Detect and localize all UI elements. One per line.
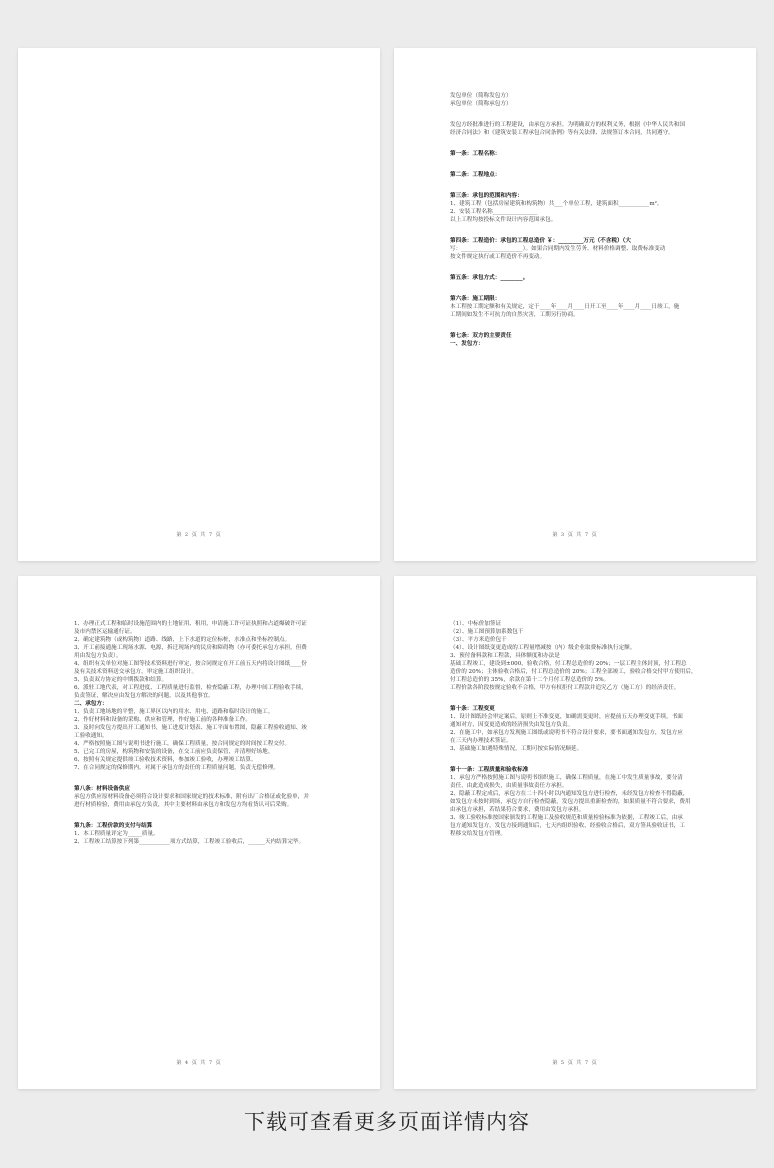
page-footer: 第 3 页 共 7 页 bbox=[552, 532, 598, 538]
text-line: 2、作好材料和设备的采购、供应和管理，作好施工前的各种准备工作。 bbox=[74, 717, 251, 723]
text-line: 以上工程均按投标文件设计内容范围承包。 bbox=[450, 217, 557, 223]
text-line: 3、竣工验收标准按国家颁发的工程施工及验收规范和质量检验标准为依据，工程竣工后，由承 bbox=[450, 815, 683, 821]
text-line: 本工程按工期定额和有关规定，定于____年____月____日开工至____年____月____日竣工，施 bbox=[450, 304, 680, 310]
text-line: 在三天内办理技术签证。 bbox=[450, 738, 512, 744]
text-line: 付工程总造价的 35%，余款在第十二个月付工程总造价的 5%。 bbox=[450, 677, 610, 683]
document-page-2 bbox=[18, 48, 380, 561]
text-line: 1、办理正式工程和临时设施范围内的土地征用、租用，申请施工许可证执照和占道爆破许可证 bbox=[74, 621, 307, 627]
section-heading: 第十条：工程变更 bbox=[450, 706, 495, 712]
section-heading: 二、承包方： bbox=[74, 701, 108, 707]
paragraph-gap bbox=[450, 692, 720, 705]
paragraph-gap bbox=[450, 319, 720, 332]
document-page-4 bbox=[18, 576, 380, 1089]
text-line: 承包方供应原材料设备必须符合设计要求和国家规定的技术标准，附有出厂合格证或化验单，并 bbox=[74, 794, 309, 800]
section-heading: 第十一条：工程质量和验收标准 bbox=[450, 767, 529, 773]
page-footer: 第 2 页 共 7 页 bbox=[176, 532, 222, 538]
text-line: 5、负责双方协定的中期拨款和结算。 bbox=[74, 677, 168, 683]
paragraph-gap bbox=[74, 809, 344, 822]
text-line: 按文件规定执行或工程造价不再变动。 bbox=[450, 254, 546, 260]
section-heading: 第七条：双方的主要责任 bbox=[450, 333, 512, 339]
section-heading: 第四条：工程造价：承包的工程总造价 ￥：_________万元（不含税）（大 bbox=[450, 238, 631, 244]
text-line: 1、建筑工程（包括房屋建筑和构筑物）共___个单位工程，建筑面积___________m²。 bbox=[450, 201, 663, 207]
text-line: 2、安装工程名称________________ bbox=[450, 209, 538, 215]
paragraph-gap bbox=[450, 224, 720, 237]
section-heading: 第三条：承包的范围和内容： bbox=[450, 193, 523, 199]
section-heading: 第一条：工程名称： bbox=[450, 151, 501, 157]
section-heading: 第八条：材料设备供应 bbox=[74, 786, 130, 792]
text-line: 经济合同法》和《建筑安装工程承包合同条例》等有关法律、法规签订本合同，共同遵守。 bbox=[450, 130, 674, 136]
text-line: 3、基础施工如遇特殊情况，工期可按实际情况顺延。 bbox=[450, 746, 583, 752]
text-line: 包方通知发包方，发包方接到通知后，七天内组织验收，经验收合格后，双方签具验收证书，工 bbox=[450, 823, 685, 829]
text-line: 4、组织有关单位对施工图等技术资料进行审定，按合同规定在开工前五天内将设计图纸____份 bbox=[74, 661, 307, 667]
section-heading: 一、发包方： bbox=[450, 341, 484, 347]
page-footer: 第 5 页 共 7 页 bbox=[552, 1060, 598, 1066]
text-line: 1、承包方严格按照施工图与说明书组织施工，确保工程质量，在施工中发生质量事故，要分清 bbox=[450, 775, 683, 781]
text-line: 6、派驻工地代表，对工程进度、工程质量进行监督，检查隐蔽工程，办理中间工程验收手续， bbox=[74, 685, 307, 691]
text-line: （4）、设计图纸变更造成的工程量增减按（内）级企业取费标准执行定额。 bbox=[450, 645, 636, 651]
text-line: （3）、平方米造价包干 bbox=[450, 637, 507, 643]
text-line: 通知对方，因变更造成的经济损失由发包方负责。 bbox=[450, 722, 574, 728]
text-line: 1、设计图纸经会审定案后，原则上不准变更，如确需变更时，应提前五天办理变更手续，书面 bbox=[450, 714, 683, 720]
text-line: 工程价款各阶段按规定验收不合格，甲方有权拒付工程款并追究乙方（施工方）的经济责任。 bbox=[450, 685, 680, 691]
text-line: 2、隐蔽工程定成后，承包方在二十四小时以内通知发包方进行检查，未经发包方检查不得隐蔽， bbox=[450, 791, 689, 797]
text-line: 发包方经批准进行的工程建设，由承包方承担。为明确双方的权利义务，根据《中华人民共和国 bbox=[450, 122, 685, 128]
text-line: （1）、中标价加签证 bbox=[450, 621, 502, 627]
page-footer: 第 4 页 共 7 页 bbox=[176, 1060, 222, 1066]
text-line: 3、预付备料款和工程款，具体额度和办法是 bbox=[450, 653, 560, 659]
page-content bbox=[74, 620, 344, 846]
text-line: 承包单位（简称承包方） bbox=[450, 101, 512, 107]
text-line: （2）、施工图预算加系数包干 bbox=[450, 629, 524, 635]
text-line: 1、负责工地场地的平整，施工界区以内的用水、用电、道路和临时设计的施工。 bbox=[74, 709, 274, 715]
text-line: 5、已完工的房屋，构筑物和安装的设备，在交工前应负责保管，并清理好场地。 bbox=[74, 749, 274, 755]
text-line: 2、确定建筑物（或构筑物）道路、线路，上下水道的定位标桩，水准点和坐标控制点。 bbox=[74, 637, 291, 643]
text-line: 及市内禁区运输通行证。 bbox=[74, 629, 136, 635]
text-line: 3、及时向发包方提出开工通知书，施工进度计划表、施工平面布置图，隐蔽工程验收通知、竣 bbox=[74, 725, 307, 731]
paragraph-gap bbox=[450, 137, 720, 150]
section-heading: 第二条：工程地点： bbox=[450, 172, 501, 178]
text-line: 及有关技术资料送交承包方，审定施工组织设计。 bbox=[74, 669, 198, 675]
text-line: 程移交给发包方管理。 bbox=[450, 831, 506, 837]
text-line: 工验收通知。 bbox=[74, 733, 108, 739]
page-content bbox=[450, 620, 720, 838]
text-line: 造价的 20%；主体验收合格后，付工程总造价的 20%；工程全部竣工，验收合格交付甲方使用后， bbox=[450, 669, 697, 675]
text-line: 2、在施工中，如承包方发现施工图纸或说明书不符合设计要求，要书面通知发包方，发包方应 bbox=[450, 730, 683, 736]
text-line: 用由发包方负责）。 bbox=[74, 653, 122, 659]
text-line: 1、本工程质量评定为_____质量。 bbox=[74, 831, 159, 837]
section-heading: 第五条：承包方式：________。 bbox=[450, 275, 529, 281]
download-caption: 下载可查看更多页面详情内容 bbox=[244, 1110, 530, 1134]
page-content bbox=[450, 92, 720, 348]
paragraph-gap bbox=[450, 753, 720, 766]
document-page-3 bbox=[394, 48, 756, 561]
text-line: 2、工程竣工结算按下列第___________项方式结算，工程竣工验收后，______天内结算完毕。 bbox=[74, 839, 305, 845]
text-line: 如发包方未按时到场，承包方自行检查隐蔽，发包方提出重新检查的，如果质量不符合要求，费用 bbox=[450, 799, 691, 805]
text-line: 由承包方承担，若结果符合要求，费用由发包方承担。 bbox=[450, 807, 585, 813]
text-line: 进行材质检验，费用由承包方负责，其中主要材料由承包方和发包方均看货认可后采购。 bbox=[74, 802, 293, 808]
text-line: 负责签证，解决应由发包方解决的问题，以及其他事宜。 bbox=[74, 693, 214, 699]
text-line: 4、严格按照施工图与说明书进行施工，确保工程质量，按合同规定的时间按工程交付。 bbox=[74, 741, 291, 747]
text-line: 责任，由此造成损失，由质量事故责任方承担。 bbox=[450, 783, 568, 789]
paragraph-gap bbox=[74, 772, 344, 785]
paragraph-gap bbox=[450, 261, 720, 274]
paragraph-gap bbox=[450, 108, 720, 121]
document-page-5 bbox=[394, 576, 756, 1089]
text-line: 3、开工前接通施工现场水源、电源，拆迁现场内的民房和障碍物（亦可委托承包方承担，但费 bbox=[74, 645, 307, 651]
paragraph-gap bbox=[450, 282, 720, 295]
text-line: 写：______________________）。如果合同期内发生劳务、材料价格调整、取费标准变动 bbox=[450, 246, 666, 252]
text-line: 基础工程竣工，建设到±000，验收合格，付工程总造价的 20%；一层工程主体封顶，付工程总 bbox=[450, 661, 687, 667]
text-line: 发包单位（简称发包方） bbox=[450, 93, 512, 99]
text-line: 6、按照有关规定提供竣工验收技术资料，参加竣工验收，办理竣工结算。 bbox=[74, 757, 257, 763]
text-line: 工期间如发生不可抗力的自然灾害，工期另行协商。 bbox=[450, 312, 579, 318]
section-heading: 第九条：工程价款的支付与结算 bbox=[74, 823, 153, 829]
text-line: 7、在合同规定的保修期内，对属于承包方的责任的工程质量问题，负责无偿修理。 bbox=[74, 765, 279, 771]
section-heading: 第六条：施工期限： bbox=[450, 296, 501, 302]
paragraph-gap bbox=[450, 179, 720, 192]
paragraph-gap bbox=[450, 158, 720, 171]
